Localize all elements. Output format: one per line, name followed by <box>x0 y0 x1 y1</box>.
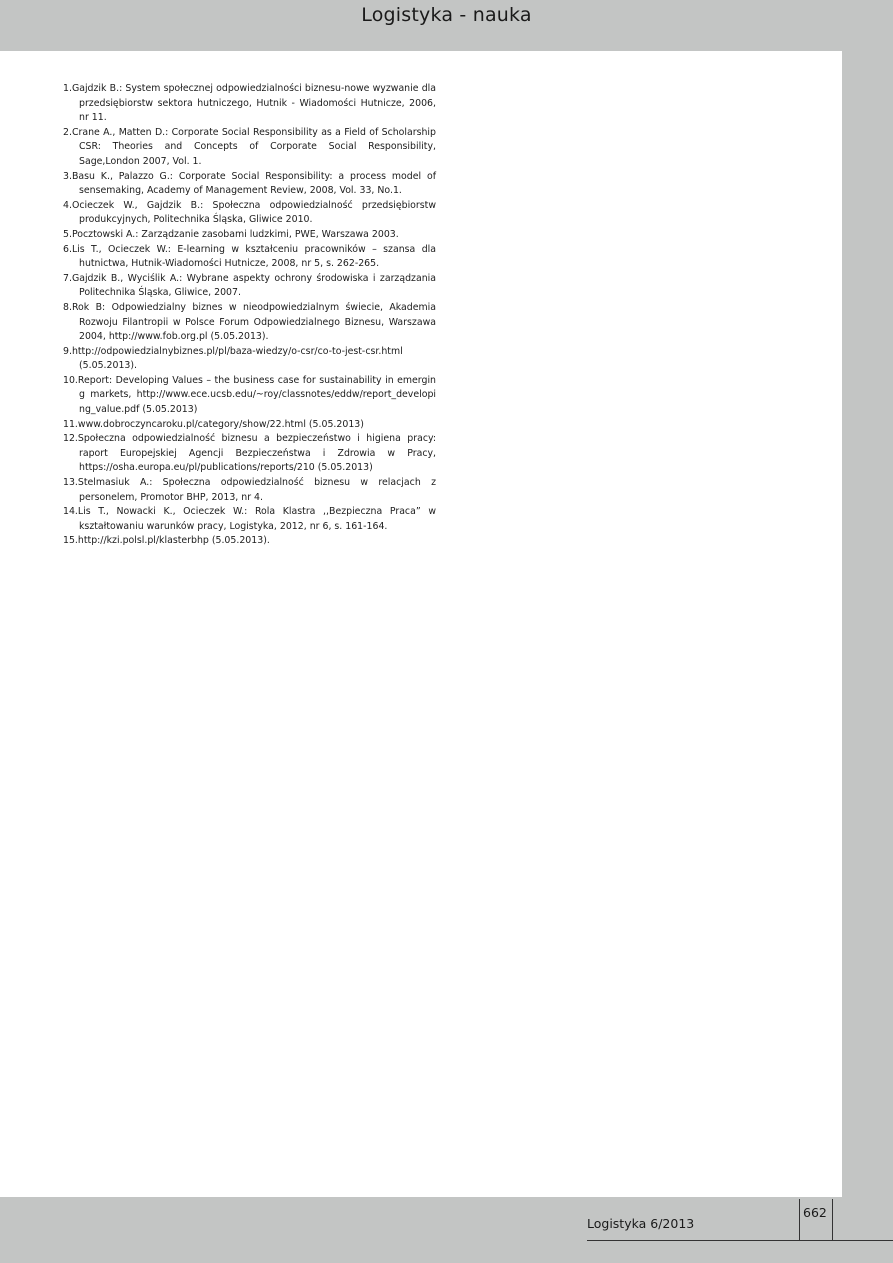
reference-item: 14.Lis T., Nowacki K., Ocieczek W.: Rola Klastra ,,Bezpieczna Praca” w kształtowaniu warunków pracy, Logistyka, 2012, nr 6, s. 161-164. <box>63 506 436 532</box>
reference-list <box>63 82 436 549</box>
reference-item: 3.Basu K., Palazzo G.: Corporate Social Responsibility: a process model of sensemaking, Academy of Management Review, 2008, Vol. 33, No.1. <box>63 170 436 197</box>
reference-item: 13.Stelmasiuk A.: Społeczna odpowiedzialność biznesu w relacjach z personelem, Promotor BHP, 2013, nr 4. <box>63 477 436 503</box>
reference-item: 1.Gajdzik B.: System społecznej odpowiedzialności biznesu-nowe wyzwanie dla przedsiębiorstw sektora hutniczego, Hutnik - Wiadomości Hutnicze, 2006, nr 11. <box>63 83 436 124</box>
page-number: 662 <box>803 1205 827 1220</box>
reference-item: 7.Gajdzik B., Wyciślik A.: Wybrane aspekty ochrony środowiska i zarządzania Politechnika Śląska, Gliwice, 2007. <box>63 272 436 299</box>
reference-item: 15.http://kzi.polsl.pl/klasterbhp (5.05.2013). <box>63 535 270 547</box>
reference-item: 12.Społeczna odpowiedzialność biznesu a bezpieczeństwo i higiena pracy: raport Europejskiej Agencji Bezpieczeństwa i Zdrowia w Pracy, https://osha.europa.eu/pl/publications/reports/210 (5.05.2013) <box>63 433 436 474</box>
reference-item: 9.http://odpowiedzialnybiznes.pl/pl/baza-wiedzy/o-csr/co-to-jest-csr.html (5.05.2013). <box>63 345 403 372</box>
reference-item: 10.Report: Developing Values – the business case for sustainability in emerging markets, http://www.ece.ucsb.edu/~roy/classnotes/eddw/report_developing_value.pdf (5.05.2013) <box>63 374 436 416</box>
reference-item: 4.Ocieczek W., Gajdzik B.: Społeczna odpowiedzialność przedsiębiorstw produkcyjnych, Politechnika Śląska, Gliwice 2010. <box>63 199 436 226</box>
reference-item: 11.www.dobroczyncaroku.pl/category/show/22.html (5.05.2013) <box>63 418 364 430</box>
footer-journal-issue: Logistyka 6/2013 <box>587 1216 695 1231</box>
reference-item: 5.Pocztowski A.: Zarządzanie zasobami ludzkimi, PWE, Warszawa 2003. <box>63 228 399 240</box>
page-header-title: Logistyka - nauka <box>361 4 532 26</box>
reference-item: 2.Crane A., Matten D.: Corporate Social Responsibility as a Field of Scholarship CSR: Theories and Concepts of Corporate Social Responsibility, Sage,London 2007, Vol. 1. <box>63 126 436 167</box>
reference-item: 6.Lis T., Ocieczek W.: E-learning w kształceniu pracowników – szansa dla hutnictwa, Hutnik-Wiadomości Hutnicze, 2008, nr 5, s. 262-265. <box>63 243 436 270</box>
footer-divider <box>587 1240 893 1241</box>
page-number-box <box>799 1199 833 1241</box>
reference-item: 8.Rok B: Odpowiedzialny biznes w nieodpowiedzialnym świecie, Akademia Rozwoju Filantropii w Polsce Forum Odpowiedzialnego Biznesu, Warszawa 2004, http://www.fob.org.pl (5.05.2013). <box>63 301 436 343</box>
